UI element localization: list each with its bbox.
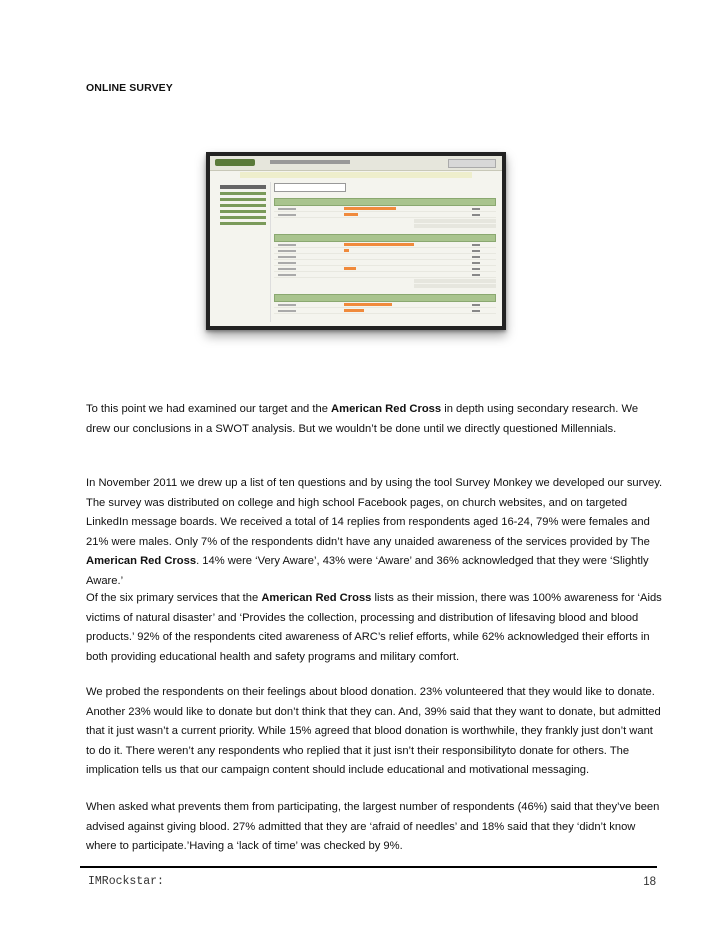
text-segment: To this point we had examined our target and the (86, 403, 332, 415)
section-heading: ONLINE SURVEY (86, 82, 173, 94)
question-header (274, 198, 496, 206)
text-segment: We probed the respondents on their feelings about blood donation. 23% volunteered that they would like to donate. Another 23% would like to donate but don’t think that they can. And, 39% said that they want to donate, but admitted that it just wasn’t a current priority. While 15% agreed that blood donation is worthwhile, they frankly just don’t want to do it. There weren’t any respondents who replied that it just isn’t their responsibilityto donate for others. The implication tells us that our campaign content should include educational and motivational messaging. (86, 686, 661, 777)
survey-nav-button (448, 159, 496, 168)
survey-sidebar (216, 182, 271, 322)
org-name: American Red Cross (86, 555, 197, 568)
footer-brand: IMRockstar: (88, 875, 164, 888)
text-segment: In November 2011 we drew up a list of ten questions and by using the tool Survey Monkey we developed our survey. The survey was distributed on college and high school Facebook pages, on church websites, and on targeted LinkedIn message boards. We received a total of 14 replies from respondents aged 16-24, 79% were females and 21% were males. Only 7% of the respondents didn’t have any unaided awareness of the services provided by The (86, 477, 663, 548)
surveymonkey-logo (215, 159, 255, 166)
result-row (274, 272, 496, 278)
page-number: 18 (643, 876, 656, 888)
survey-results (274, 182, 496, 326)
survey-dropdown (274, 183, 346, 192)
org-name: American Red Cross (331, 403, 442, 415)
paragraph-blood-donation (86, 683, 664, 781)
question-header (274, 234, 496, 242)
survey-screenshot (206, 152, 506, 330)
paragraph-survey-method (86, 474, 664, 592)
survey-subbar (240, 172, 472, 178)
question-header (274, 294, 496, 302)
org-name: American Red Cross (261, 592, 372, 604)
paragraph-barriers (86, 798, 664, 857)
footer-rule (80, 866, 657, 868)
paragraph-services-awareness (86, 589, 664, 667)
survey-topbar (210, 156, 502, 171)
result-row (274, 212, 496, 218)
text-segment: in depth using secondary research. We drew our conclusions in a SWOT analysis. But we wouldn’t be done until we directly questioned Millennials. (86, 403, 639, 435)
text-segment: . 14% were ‘Very Aware’, 43% were ‘Aware’ and 36% acknowledged that they were ‘Slightly Aware.’ (86, 555, 649, 587)
survey-screenshot-image (210, 156, 502, 326)
text-segment: Of the six primary services that the (86, 592, 262, 604)
result-row (274, 308, 496, 314)
text-segment: When asked what prevents them from participating, the largest number of respondents (46%) said that they’ve been advised against giving blood. 27% admitted that they are ‘afraid of needles’ and 18% said that they ‘didn’t know where to participate.’Having a ‘lack of time’ was checked by 9%. (86, 801, 660, 853)
survey-nav (270, 160, 350, 164)
text-segment: lists as their mission, there was 100% awareness for ‘Aids victims of natural disaster’ and ‘Provides the collection, processing and distribution of lifesaving blood and blood products.’ 92% of the respondents cited awareness of ARC’s relief efforts, while 62% acknowledged their efforts in both providing educational health and safety programs and military comfort. (86, 592, 662, 663)
paragraph-intro (86, 400, 664, 439)
